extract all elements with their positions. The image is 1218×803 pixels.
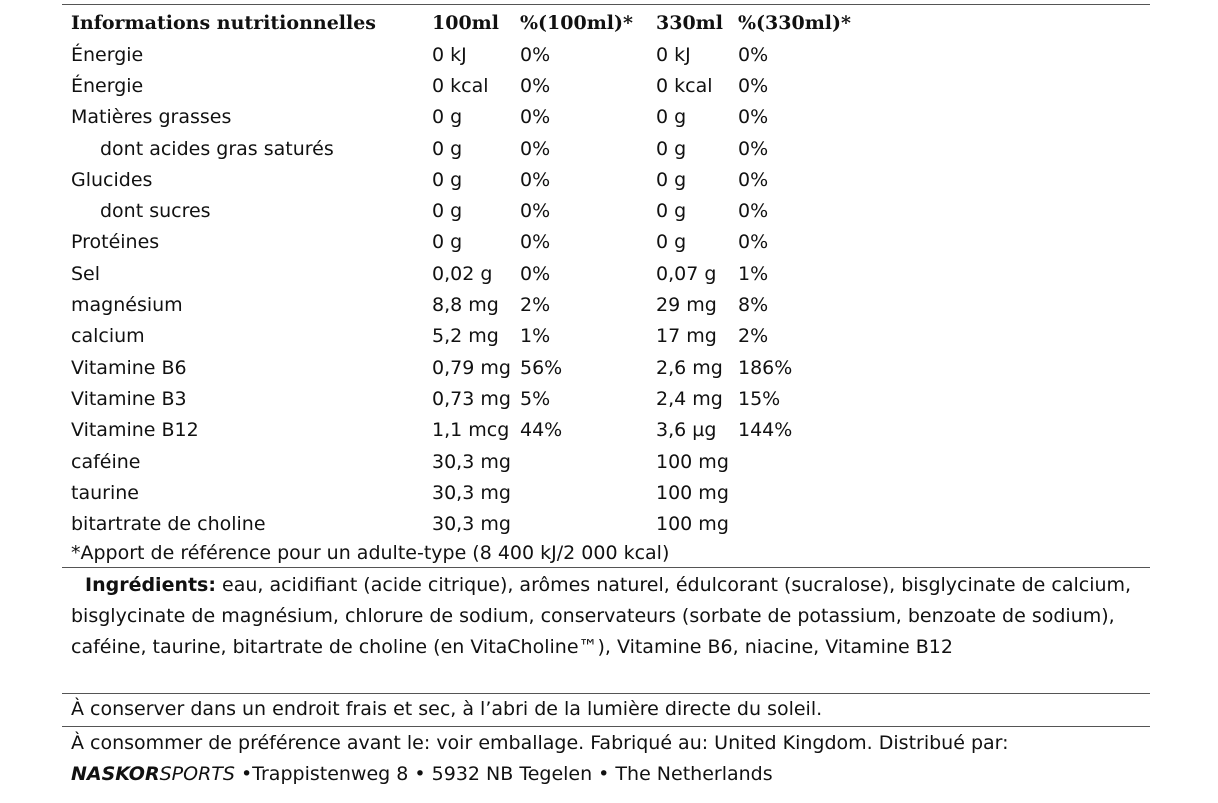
percent-100ml: 0% <box>520 74 551 97</box>
nutrient-row <box>66 352 878 383</box>
storage-instructions: À conserver dans un endroit frais et sec, à l’abri de la lumière directe du soleil. <box>71 698 823 720</box>
value-100ml: 0 g <box>432 168 463 191</box>
consume-distributor-info <box>71 728 1009 790</box>
nutrient-row <box>66 195 878 226</box>
percent-330ml: 0% <box>738 231 769 254</box>
value-330ml: 0 kJ <box>656 43 691 66</box>
nutrient-name: magnésium <box>71 294 183 317</box>
value-330ml: 100 mg <box>656 481 729 504</box>
nutrient-row <box>66 102 878 133</box>
percent-330ml: 2% <box>738 325 769 348</box>
nutrient-name: Glucides <box>71 168 153 191</box>
header-330ml: 330ml <box>656 11 723 34</box>
nutrient-row <box>66 133 878 164</box>
nutrient-row <box>66 446 878 477</box>
percent-100ml: 0% <box>520 43 551 66</box>
percent-330ml: 144% <box>738 419 793 442</box>
value-100ml: 0 g <box>432 106 463 129</box>
percent-100ml: 2% <box>520 294 551 317</box>
brand-logo-sports: SPORTS <box>159 763 235 785</box>
header-nutrition-info: Informations nutritionnelles <box>71 11 377 34</box>
value-330ml: 0 g <box>656 231 687 254</box>
nutrient-name: Vitamine B3 <box>71 387 187 410</box>
value-330ml: 3,6 µg <box>656 419 717 442</box>
percent-100ml <box>520 508 656 539</box>
value-330ml: 0 g <box>656 137 687 160</box>
value-100ml: 0,02 g <box>432 262 493 285</box>
value-100ml: 0 g <box>432 200 463 223</box>
divider <box>62 726 1150 727</box>
percent-330ml <box>738 508 878 539</box>
divider <box>62 567 1150 568</box>
nutrient-row <box>66 415 878 446</box>
percent-330ml: 0% <box>738 74 769 97</box>
value-100ml: 5,2 mg <box>432 325 499 348</box>
nutrient-name: dont acides gras saturés <box>100 137 334 160</box>
nutrient-row <box>66 477 878 508</box>
nutrient-name: Protéines <box>71 231 160 254</box>
value-100ml: 30,3 mg <box>432 481 511 504</box>
nutrient-row <box>66 39 878 70</box>
nutrition-rows <box>66 39 878 540</box>
value-330ml: 0 g <box>656 200 687 223</box>
header-100ml: 100ml <box>432 11 499 34</box>
value-330ml: 2,4 mg <box>656 387 723 410</box>
nutrient-name: calcium <box>71 325 145 348</box>
nutrient-row <box>66 258 878 289</box>
header-percent-330ml: %(330ml)* <box>738 11 851 34</box>
value-330ml: 0 kcal <box>656 74 713 97</box>
percent-100ml: 0% <box>520 137 551 160</box>
distributor-address: •Trappistenweg 8 • 5932 NB Tegelen • The Netherlands <box>234 763 773 785</box>
nutrient-row <box>66 227 878 258</box>
percent-330ml: 0% <box>738 168 769 191</box>
percent-100ml <box>520 477 656 508</box>
percent-330ml: 15% <box>738 387 781 410</box>
value-330ml: 29 mg <box>656 294 717 317</box>
percent-330ml: 8% <box>738 294 769 317</box>
percent-330ml: 1% <box>738 262 769 285</box>
value-330ml: 0,07 g <box>656 262 717 285</box>
value-100ml: 0 g <box>432 231 463 254</box>
nutrient-name: Sel <box>71 262 101 285</box>
percent-100ml: 5% <box>520 387 551 410</box>
header-percent-100ml: %(100ml)* <box>520 11 633 34</box>
value-330ml: 2,6 mg <box>656 356 723 379</box>
value-100ml: 30,3 mg <box>432 450 511 473</box>
value-100ml: 0 kJ <box>432 43 467 66</box>
percent-100ml: 0% <box>520 262 551 285</box>
distributor-line <box>71 759 1009 790</box>
percent-330ml <box>738 477 878 508</box>
percent-100ml: 0% <box>520 200 551 223</box>
percent-100ml: 56% <box>520 356 563 379</box>
percent-100ml: 0% <box>520 168 551 191</box>
percent-330ml: 0% <box>738 43 769 66</box>
top-divider <box>62 4 1150 5</box>
nutrient-name: Vitamine B12 <box>71 419 199 442</box>
percent-100ml: 1% <box>520 325 551 348</box>
percent-330ml: 0% <box>738 106 769 129</box>
value-100ml: 0,79 mg <box>432 356 511 379</box>
nutrient-name: dont sucres <box>100 200 211 223</box>
value-100ml: 0 g <box>432 137 463 160</box>
nutrient-row <box>66 70 878 101</box>
value-100ml: 0 kcal <box>432 74 489 97</box>
value-100ml: 0,73 mg <box>432 387 511 410</box>
brand-logo-naskor: NASKOR <box>71 763 160 785</box>
ingredients-text: eau, acidifiant (acide citrique), arômes naturel, édulcorant (sucralose), bisglycinate de calcium, bisglycinate de magnésium, chlorure de sodium, conservateurs (sorbate de potassium, benzoate de sodium), caféine, taurine, bitartrate de choline (en VitaCholine™), Vitamine B6, niacine, Vitamine B12 <box>71 574 1132 658</box>
nutrient-name: Matières grasses <box>71 106 232 129</box>
percent-100ml: 0% <box>520 106 551 129</box>
reference-intake-footnote: *Apport de référence pour un adulte-type (8 400 kJ/2 000 kcal) <box>71 542 670 564</box>
percent-100ml <box>520 446 656 477</box>
value-330ml: 17 mg <box>656 325 717 348</box>
nutrient-name: taurine <box>71 481 139 504</box>
nutrition-table <box>66 6 878 540</box>
value-330ml: 100 mg <box>656 513 729 536</box>
percent-100ml: 0% <box>520 231 551 254</box>
ingredients-label: Ingrédients: <box>85 574 216 596</box>
percent-330ml <box>738 446 878 477</box>
nutrient-row <box>66 164 878 195</box>
nutrient-name: Énergie <box>71 74 144 97</box>
nutrient-name: caféine <box>71 450 141 473</box>
nutrient-name: Vitamine B6 <box>71 356 187 379</box>
nutrient-name: Énergie <box>71 43 144 66</box>
value-330ml: 0 g <box>656 106 687 129</box>
nutrient-row <box>66 289 878 320</box>
percent-100ml: 44% <box>520 419 563 442</box>
value-100ml: 1,1 mcg <box>432 419 510 442</box>
nutrient-row <box>66 508 878 539</box>
best-before-line: À consommer de préférence avant le: voir emballage. Fabriqué au: United Kingdom. Distribué par: <box>71 732 1009 754</box>
nutrient-row <box>66 321 878 352</box>
nutrient-name: bitartrate de choline <box>71 513 266 536</box>
percent-330ml: 0% <box>738 200 769 223</box>
percent-330ml: 186% <box>738 356 793 379</box>
value-330ml: 0 g <box>656 168 687 191</box>
percent-330ml: 0% <box>738 137 769 160</box>
nutrition-header-row <box>66 6 878 39</box>
value-330ml: 100 mg <box>656 450 729 473</box>
value-100ml: 30,3 mg <box>432 513 511 536</box>
value-100ml: 8,8 mg <box>432 294 499 317</box>
nutrient-row <box>66 383 878 414</box>
ingredients-section <box>71 570 1151 663</box>
